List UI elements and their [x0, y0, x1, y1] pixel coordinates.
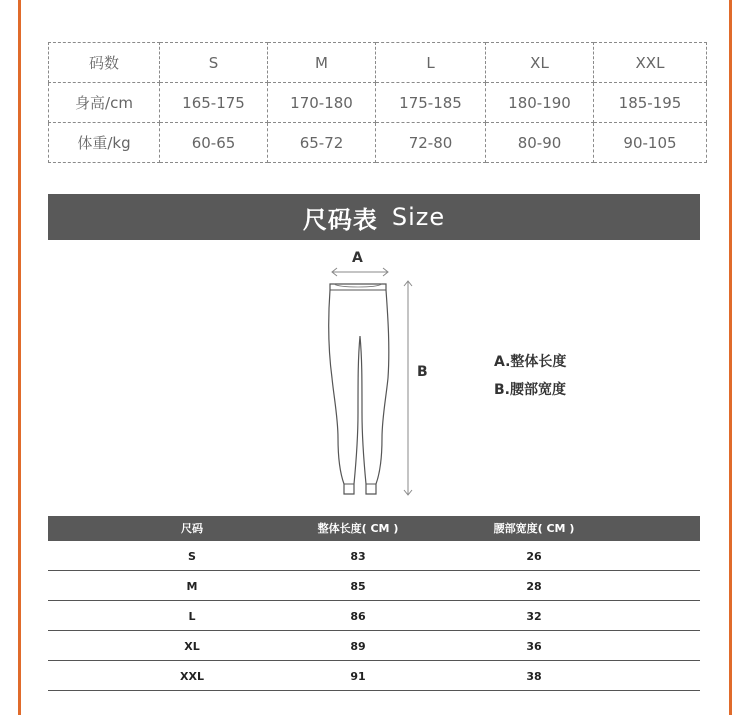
table-cell: 身高/cm	[49, 83, 160, 123]
row-length: 91	[350, 670, 366, 683]
size-header-cell: 码数	[49, 43, 160, 83]
legend-item-waist: B.腰部宽度	[494, 382, 566, 398]
measurement-table-header	[48, 516, 700, 541]
table-cell: 72-80	[376, 123, 486, 163]
table-cell: 170-180	[268, 83, 376, 123]
table-cell: 185-195	[594, 83, 707, 123]
banner-title-cn: 尺码表	[302, 205, 378, 234]
size-range-header-row	[49, 43, 707, 83]
left-border	[18, 0, 21, 715]
right-border	[729, 0, 732, 715]
size-header-cell: XL	[486, 43, 594, 83]
table-row	[48, 541, 700, 571]
table-cell: 60-65	[160, 123, 268, 163]
table-row	[48, 661, 700, 691]
size-header-cell: L	[376, 43, 486, 83]
row-waist: 38	[526, 670, 542, 683]
row-waist: 32	[526, 610, 542, 623]
row-size: S	[188, 550, 196, 563]
leggings-illustration	[300, 248, 430, 503]
row-length: 83	[350, 550, 366, 563]
row-size: M	[186, 580, 198, 593]
size-range-table	[48, 42, 707, 163]
table-cell: 175-185	[376, 83, 486, 123]
height-row	[49, 83, 707, 123]
table-cell: 165-175	[160, 83, 268, 123]
banner-title-en: Size	[391, 203, 446, 231]
row-size: XXL	[180, 670, 204, 683]
row-length: 86	[350, 610, 366, 623]
header-size: 尺码	[181, 522, 203, 535]
table-cell: 65-72	[268, 123, 376, 163]
size-header-cell: XXL	[594, 43, 707, 83]
row-size: XL	[184, 640, 200, 653]
size-header-cell: S	[160, 43, 268, 83]
row-length: 89	[350, 640, 366, 653]
row-waist: 28	[526, 580, 542, 593]
table-cell: 180-190	[486, 83, 594, 123]
table-row	[48, 631, 700, 661]
header-waist: 腰部宽度( CM )	[493, 522, 575, 535]
size-header-cell: M	[268, 43, 376, 83]
weight-row	[49, 123, 707, 163]
table-cell: 90-105	[594, 123, 707, 163]
size-chart-banner	[48, 194, 700, 240]
row-size: L	[188, 610, 196, 623]
table-cell: 80-90	[486, 123, 594, 163]
row-length: 85	[350, 580, 366, 593]
row-waist: 36	[526, 640, 542, 653]
legend-item-length: A.整体长度	[494, 354, 567, 370]
table-row	[48, 571, 700, 601]
dimension-label-a: A	[352, 250, 363, 266]
dimension-label-b: B	[417, 364, 428, 380]
table-row	[48, 601, 700, 631]
dimension-legend	[494, 348, 566, 404]
table-cell: 体重/kg	[49, 123, 160, 163]
header-length: 整体长度( CM )	[317, 522, 399, 535]
row-waist: 26	[526, 550, 542, 563]
